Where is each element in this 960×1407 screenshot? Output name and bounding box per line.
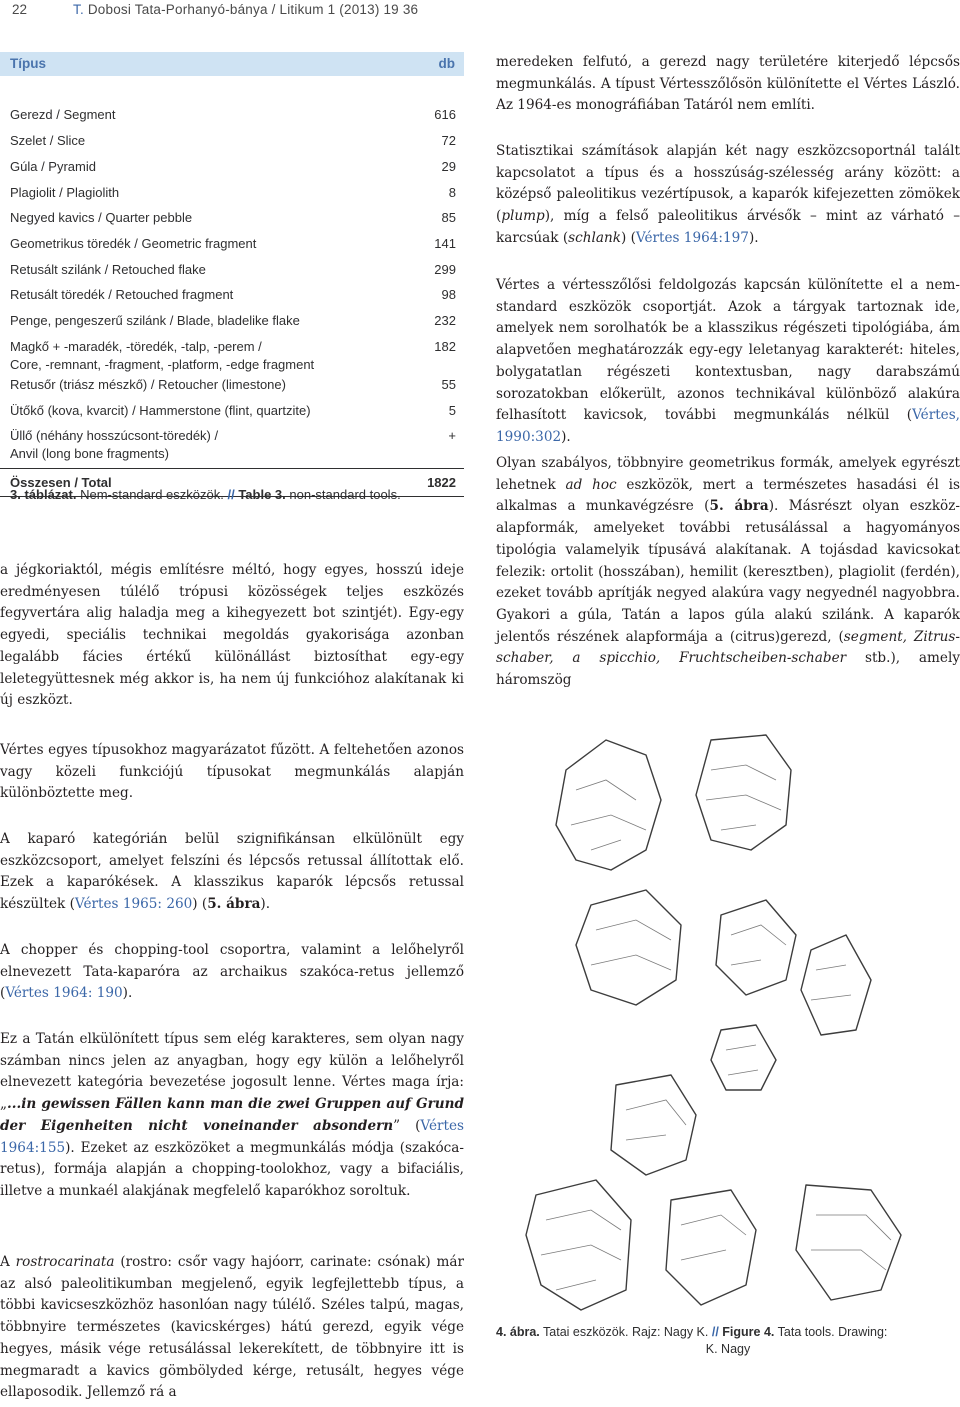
total-label: Összesen / Total: [10, 475, 112, 490]
tool-drawing: [696, 735, 791, 850]
row-count: 98: [441, 287, 456, 302]
caption-separator: //: [227, 487, 235, 502]
tool-drawing: [526, 1180, 631, 1310]
table-row: [0, 159, 464, 177]
row-label: Gerezd / Segment: [10, 107, 116, 122]
total-count: 1822: [427, 475, 456, 490]
row-label: Ütőkő (kova, kvarcit) / Hammerstone (flint, quartzite): [10, 403, 311, 418]
tool-drawing: [666, 1190, 756, 1305]
row-label-en: Anvil (long bone fragments): [10, 446, 169, 461]
term-rostrocarinata: rostrocarinata: [15, 1254, 115, 1270]
table-row: [0, 210, 464, 228]
table-row: [0, 377, 464, 395]
figure-caption: 4. ábra. Tatai eszközök. Rajz: Nagy K. // Figure 4. Tata tools. Drawing: K. Nagy: [496, 1325, 888, 1356]
table-caption-number: 3. táblázat.: [10, 487, 77, 502]
tool-drawing: [711, 1025, 776, 1090]
row-label: Plagiolit / Plagiolith: [10, 185, 120, 200]
table-row: [0, 403, 464, 421]
left-paragraph-2: Vértes egyes típusokhoz magyarázatot fűzött. A feltehetően azonos vagy közeli funkciójú típusokat megmunkálás alapján különböztette meg.: [0, 742, 464, 802]
ref-link[interactable]: Vértes 1964:197: [635, 229, 749, 246]
ref-link[interactable]: Vértes, 1990:302: [496, 407, 960, 445]
tool-drawing: [576, 890, 681, 1005]
header-count: db: [438, 56, 455, 71]
right-paragraph-2: Statisztikai számítások alapján két nagy eszközcsoportnál talált kapcsolatot a típus és a hosszúság-szélesség arány között: a középső paleolitikus vezértípusok, a kaparók kifejezetten zömökek (plump), míg a felső paleolitikus árvésők – mint az várható – karcsúak (schlank) (Vértes 1964:197).: [496, 143, 960, 246]
tool-drawing: [611, 1075, 696, 1175]
running-title-rest: Dobosi Tata-Porhanyó-bánya / Litikum 1 (2013) 19 36: [83, 2, 419, 17]
table-row: [0, 133, 464, 151]
ref-link[interactable]: Vértes 1964:155: [0, 1117, 464, 1156]
right-paragraph-3: Vértes a vértesszőlősi feldolgozás kapcsán különítette el a nem-standard eszközök csoportját. Azok a tárgyak tartoznak ide, amelyek nem sorolhatók be a klasszikus régészeti tipológiába, ám alapvetően meghatározzák egy-egy leletanyag karakterét: hiteles, bolygatatlan régészeti kontextusban, nagy darabszámú sorozatokban előkerült, azonos technikával különböző alakúra felhasított kavicsok, további megmunkálás nélkül (Vértes, 1990:302).: [496, 277, 960, 445]
row-count: 55: [441, 377, 456, 392]
running-title-initial: T.: [73, 2, 84, 17]
row-count: 5: [448, 403, 456, 418]
tools-table: [0, 52, 464, 490]
row-label-en: Core, -remnant, -fragment, -platform, -edge fragment: [10, 357, 315, 372]
table-caption: [10, 487, 470, 502]
row-label: Penge, pengeszerű szilánk / Blade, bladelike flake: [10, 313, 300, 328]
row-count: 72: [441, 133, 456, 148]
table-row: [0, 262, 464, 280]
page-number: 22: [12, 2, 28, 17]
row-label: Magkő + -maradék, -töredék, -talp, -perem /: [10, 339, 262, 354]
row-count: 8: [448, 185, 456, 200]
table-row: [0, 185, 464, 203]
table-caption-hu: Nem-standard eszközök.: [76, 487, 228, 502]
row-count: 29: [441, 159, 456, 174]
right-paragraph-4: Olyan szabályos, többnyire geometrikus formák, amelyek egyrészt lehetnek ad hoc eszközök, mert a természetes hasadási él is alkalmas a munkavégzésre (5. ábra). Másrészt olyan eszköz-alapformák, amelyeket további retusálással a hagyományos tipológia valamelyik típusává alakítanak. A tojásdad kavicsokat felezik: ortolit (hosszában), hemilit (keresztben), plagiolit (ferdén), ezeket tovább aprítják negyed alakúra vagy negyednél nagyobbra. Gyakori a gúla, Tatán a lapos gúla alakú szilánk. A kaparók jelentős részének alapformája a (citrus)gerezd, (segment, Zitrus-schaber, a spicchio, Fruchtscheiben-schaber stb.), amely háromszög: [496, 455, 960, 689]
figure-ref: 5. ábra: [709, 498, 769, 515]
tool-drawing: [801, 935, 871, 1035]
table-caption-en-number: Table 3.: [234, 487, 286, 502]
table-caption-en: non-standard tools.: [285, 487, 401, 502]
running-header: [0, 0, 960, 24]
table-rule: [0, 468, 464, 469]
ref-link[interactable]: Vértes 1965: 260: [74, 896, 193, 913]
stone-tools-illustration: [496, 730, 960, 1320]
running-title: [73, 2, 418, 17]
row-count: 85: [441, 210, 456, 225]
row-label: Geometrikus töredék / Geometric fragment: [10, 236, 257, 251]
tool-drawing: [556, 740, 661, 870]
row-label: Negyed kavics / Quarter pebble: [10, 210, 193, 225]
table-row: [0, 107, 464, 125]
ref-link[interactable]: Vértes 1964: 190: [5, 985, 123, 1002]
header-type: Típus: [10, 56, 46, 71]
left-paragraph-3: A kaparó kategórián belül szignifikánsan elkülönült egy eszközcsoport, amelyet felszíni és lépcsős retussal állítottak elő. Ezek a kaparókések. A klasszikus kaparók lépcsős retussal készültek (Vértes 1965: 260) (5. ábra).: [0, 831, 464, 913]
row-count: 232: [434, 313, 456, 328]
tool-drawing: [796, 1185, 901, 1300]
right-paragraph-1: meredeken felfutó, a gerezd nagy területére kiterjedő lépcsős megmunkálás. A típust Vértesszőlősön különítette el Vértes László. Az 1964-es monográfiában Tatáról nem említi.: [496, 54, 960, 114]
table-row: [0, 236, 464, 254]
left-paragraph-4: A chopper és chopping-tool csoportra, valamint a lelőhelyről elnevezett Tata-kaparóra az archaikus szakóca-retus jellemző (Vértes 1964: 190).: [0, 942, 464, 1002]
table-header-row: [0, 52, 464, 76]
row-count: +: [448, 428, 456, 443]
left-paragraph-1: a jégkoriaktól, mégis említésre méltó, hogy egyes, hosszú ideje eredményesen túlélő trópusi közösségek teljes eszközés fegyvertára alig haladja meg a kihegyezett bot szintjét). Egy-egy egyedi, speciális technikai megoldás gyakorisága azonban legalább fácies értékű különállást biztosíthat egy-egy leletegyüttesnek még akkor is, ha nem új funkcióhoz alakítanak ki új eszközt.: [0, 562, 464, 709]
figure-ref: 5. ábra: [207, 896, 261, 913]
german-quote: ...in gewissen Fällen kann man die zwei Gruppen auf Grund der Eigenheiten nicht voneinander absondern: [0, 1096, 464, 1134]
tool-drawing: [716, 900, 796, 995]
row-label: Retusált töredék / Retouched fragment: [10, 287, 234, 302]
row-count: 299: [434, 262, 456, 277]
row-label: Üllő (néhány hosszúcsont-töredék) /: [10, 428, 219, 443]
row-label: Szelet / Slice: [10, 133, 86, 148]
row-label: Gúla / Pyramid: [10, 159, 96, 174]
row-label: Retusált szilánk / Retouched flake: [10, 262, 206, 277]
row-count: 141: [434, 236, 456, 251]
table-row: [0, 313, 464, 331]
row-count: 616: [434, 107, 456, 122]
caption-separator: //: [711, 1325, 719, 1339]
figure-caption-number: 4. ábra.: [496, 1325, 540, 1339]
table-row: [0, 287, 464, 305]
table-row: [0, 428, 464, 464]
row-count: 182: [434, 339, 456, 354]
row-label: Retusőr (triász mészkő) / Retoucher (limestone): [10, 377, 286, 392]
table-row: [0, 339, 464, 375]
left-paragraph-5: Ez a Tatán elkülönített típus sem elég karakteres, sem olyan nagy számban nincs jelen az anyagban, hogy egy külön a lelőhelyről elnevezett kategória bevezetése jogosult lenne. Vértes maga írja: „...in gewissen Fällen kann man die zwei Gruppen auf Grund der Eigenheiten nicht voneinander absondern” (Vértes 1964:155). Ezeket az eszközöket a megmunkálás módja (szakóca-retus), formája alapján a chopping-toolokhoz, vagy a bifaciális, illetve a munkaél alakjának megfelelő kaparókhoz soroltuk.: [0, 1031, 464, 1199]
left-paragraph-6: A rostrocarinata (rostro: csőr vagy hajóorr, carinate: csónak) már az alsó paleolitikumban megjelenő, egyik legfejlettebb típus, a többi kavicseszközhöz hasonlóan nagy túlélő. Széles talpú, magas, többnyire természetes (kavicskérges) hátú gerezd, egyik vége hegyes, másik vége retusálással lekerekített, de többnyire itt is megmaradt a kavics gömbölyded kérge, retusált, hegyes vége ellaposodik. Jellemző rá a: [0, 1254, 464, 1401]
